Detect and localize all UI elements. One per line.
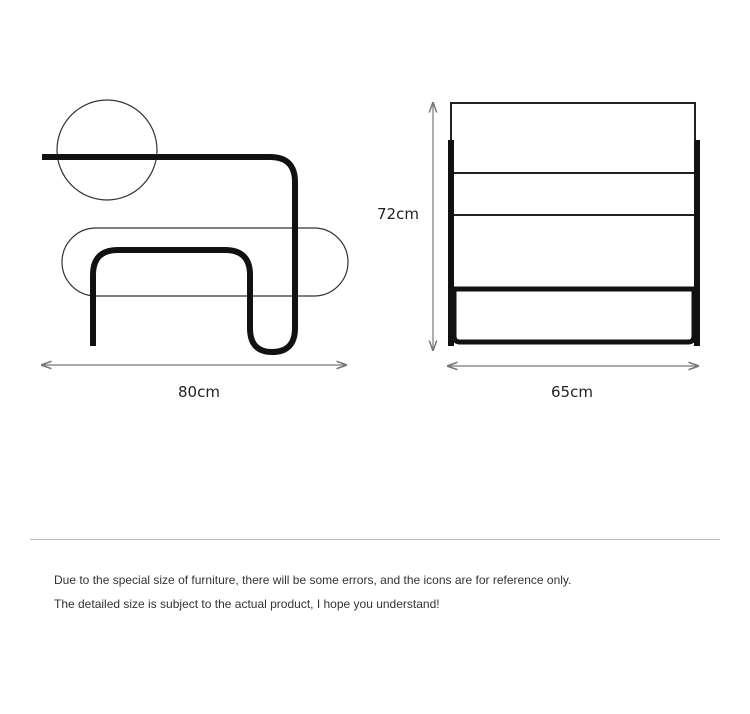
disclaimer-line-2: The detailed size is subject to the actual product, I hope you understand! bbox=[54, 597, 440, 611]
side-view bbox=[42, 100, 348, 401]
front-width-label: 65cm bbox=[551, 383, 593, 401]
frame-tube-arch bbox=[93, 250, 250, 346]
side-width-label: 80cm bbox=[178, 383, 220, 401]
section-divider bbox=[30, 539, 720, 540]
front-height-label: 72cm bbox=[377, 205, 419, 223]
frame-tube-top bbox=[42, 157, 295, 352]
front-seat-base bbox=[454, 289, 694, 342]
backrest-circle bbox=[57, 100, 157, 200]
front-backrest-panel bbox=[451, 103, 695, 173]
front-view bbox=[377, 103, 698, 401]
disclaimer-line-1: Due to the special size of furniture, there will be some errors, and the icons are for reference only. bbox=[54, 573, 572, 587]
seat-cushion-outline bbox=[62, 228, 348, 296]
